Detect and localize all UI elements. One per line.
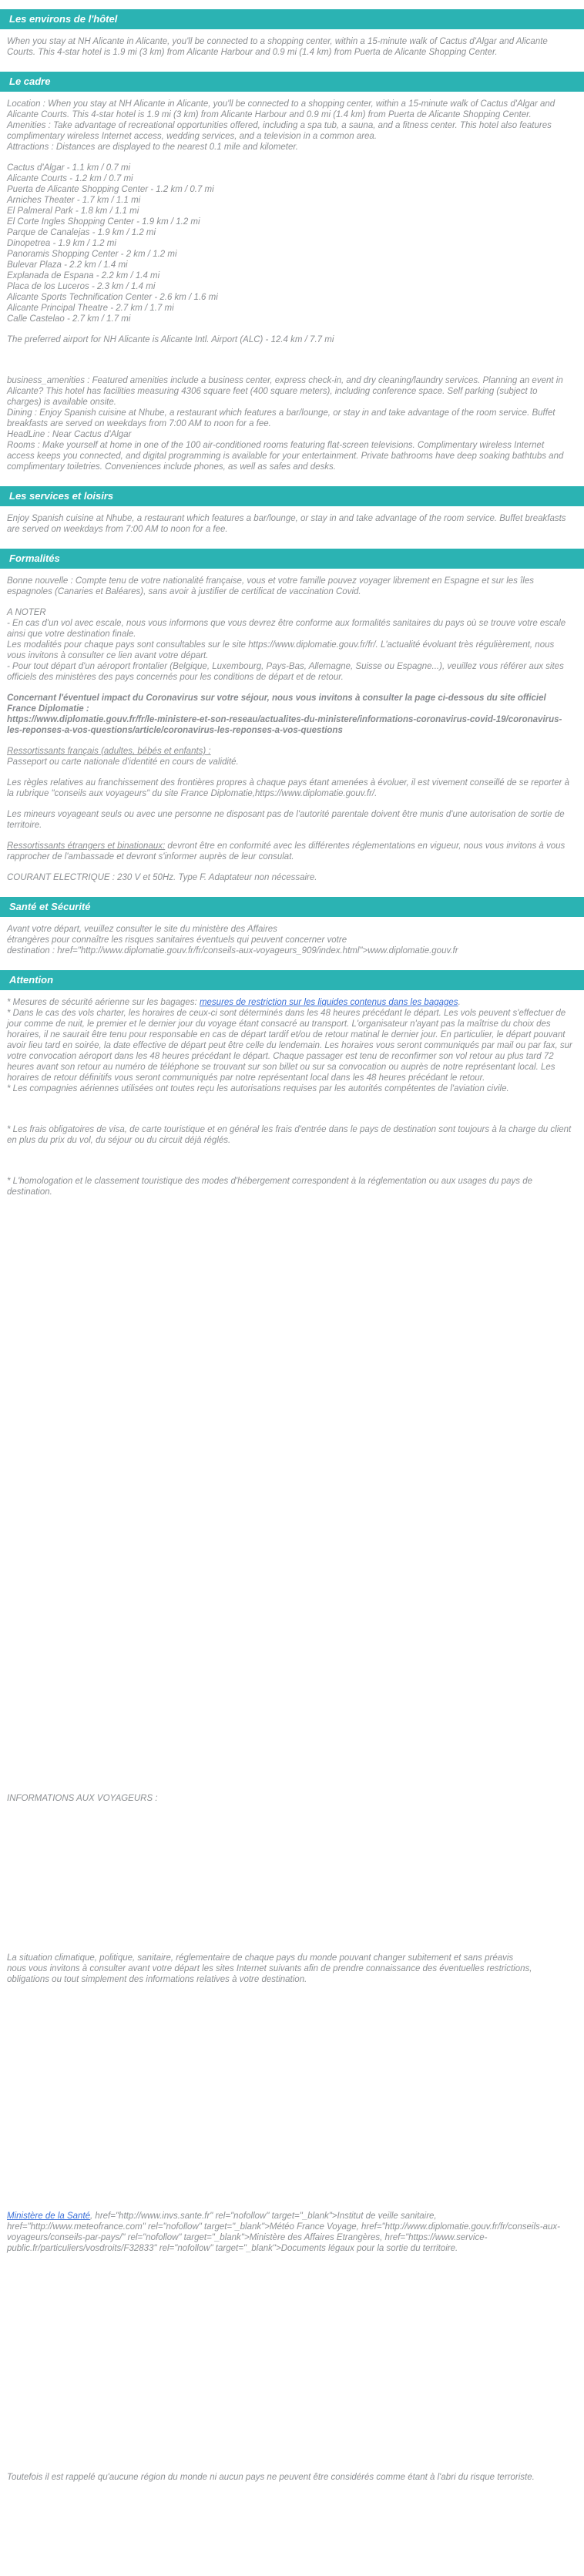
section-title-setting: Le cadre [0, 72, 584, 92]
formalities-note-3: - Pour tout départ d'un aéroport frontalier (Belgique, Luxembourg, Pays-Bas, Allemagne, Suisse ou Espagne...), veuillez vous référer aux sites officiels des ministères des pays concernés pour les conditions de départ et de retour. [7, 662, 564, 682]
distance-item: El Palmeral Park - 1.8 km / 1.1 mi [7, 207, 139, 216]
surroundings-paragraph: When you stay at NH Alicante in Alicante, you'll be connected to a shopping center, within a 15-minute walk of Cactus d'Algar and Alicante Courts. This 4-star hotel is 1.9 mi (3 km) from Alicante Harbour and 0.9 mi (1.4 km) from Puerta de Alicante Shopping Center. [7, 37, 548, 57]
section-title-health-safety: Santé et Sécurité [0, 897, 584, 917]
spacer [7, 355, 573, 375]
official-sites-text: , href="http://www.invs.sante.fr" rel="nofollow" target="_blank">Institut de veille sanitaire, href="http://www.meteofrance.com" rel="nofollow" target="_blank">Météo France Voyage, href="http://www.diplomatie.gouv.fr/fr/conseils-aux-voyageurs/conseils-par-pays/" rel="nofollow" target="_blank">Ministère des Affaires Etrangères, href="https://www.service-public.fr/particuliers/vosdroits/F32833" rel="nofollow" target="_blank">Documents légaux pour la sortie du territoire. [7, 2212, 560, 2253]
liquids-restriction-link[interactable]: mesures de restriction sur les liquides contenus dans les bagages [199, 998, 458, 1007]
formalities-covid-block [7, 693, 573, 736]
section-formalities [0, 549, 584, 883]
formalities-fr-nationals-body: Passeport ou carte nationale d'identité en cours de validité. [7, 757, 239, 767]
services-paragraph: Enjoy Spanish cuisine at Nhube, a restaurant which features a bar/lounge, or stay in and take advantage of the room service. Buffet breakfasts are served on weekdays from 7:00 AM to noon for a fee. [7, 514, 566, 534]
attention-baggage-suffix: . [458, 998, 461, 1007]
formalities-fr-nationals-block [7, 746, 573, 767]
setting-rooms-paragraph: Rooms : Make yourself at home in one of the 100 air-conditioned rooms featuring flat-screen televisions. Complimentary wireless Internet access keeps you connected, and digital programming is available for your entertainment. Private bathrooms have deep soaking bathtubs and complimentary toiletries. Conveniences include phones, as well as safes and desks. [7, 441, 564, 472]
distance-item: Calle Castelao - 2.7 km / 1.7 mi [7, 314, 131, 324]
attention-flights-block [7, 997, 573, 1094]
attention-classification-paragraph: * L'homologation et le classement touristique des modes d'hébergement correspondent à la réglementation ou aux usages du pays de destination. [7, 1177, 533, 1197]
attention-airlines-paragraph: * Les compagnies aériennes utilisées ont toutes reçu les autorisations requises par les autorités compétentes de l'aviation civile. [7, 1084, 509, 1093]
formalities-minors: Les mineurs voyageant seuls ou avec une personne ne disposant pas de l'autorité parentale doivent être munis d'une autorisation de sortie de territoire. [7, 810, 565, 830]
terrorism-notice-paragraph: Toutefois il est rappelé qu'aucune région du monde ni aucun pays ne peuvent être considérés comme étant à l'abri du risque terroriste. [7, 2473, 535, 2482]
spacer [7, 1156, 573, 1176]
health-line-1: Avant votre départ, veuillez consulter le site du ministère des Affaires [7, 925, 277, 934]
formalities-border-rules: Les règles relatives au franchissement des frontières propres à chaque pays étant amenées à évoluer, il est vivement conseillé de se reporter à la rubrique "conseils aux voyageurs" du site France Diplomatie,https://www.diplomatie.gouv.fr/. [7, 778, 570, 798]
distances-list [7, 163, 573, 324]
spacer [7, 1814, 573, 1953]
setting-amenities-block [7, 375, 573, 472]
formalities-note-2: Les modalités pour chaque pays sont consultables sur le site https://www.diplomatie.gouv.fr/fr/. L'actualité évoluant très régulièrement, nous vous invitons à consulter ce lien avant votre départ. [7, 640, 555, 660]
formalities-content [0, 576, 584, 883]
setting-dining-paragraph: Dining : Enjoy Spanish cuisine at Nhube, a restaurant which features a bar/lounge, or stay in and take advantage of the room service. Buffet breakfasts are served on weekdays from 7:00 AM to noon for a fee. [7, 408, 555, 428]
section-setting [0, 72, 584, 472]
setting-business-amenities: business_amenities : Featured amenities include a business center, express check-in, and dry cleaning/laundry services. Planning an event in Alicante? This hotel has facilities measuring 4306 square feet (400 square meters), including conference space. Self parking (subject to charges) is available onsite. [7, 376, 563, 407]
setting-content [0, 99, 584, 472]
section-surroundings [0, 9, 584, 58]
health-safety-content [0, 924, 584, 956]
spacer [7, 1995, 573, 2211]
section-attention [0, 970, 584, 2483]
formalities-foreign-nationals [7, 841, 573, 862]
attention-visa-fees-paragraph: * Les frais obligatoires de visa, de carte touristique et en général les frais d'entrée dans le pays de destination sont toujours à la charge du client en plus du prix du vol, du séjour ou du circuit déjà réglés. [7, 1125, 572, 1145]
formalities-foreign-heading: Ressortissants étrangers et binationaux: [7, 841, 166, 851]
formalities-electric-current: COURANT ELECTRIQUE : 230 V et 50Hz. Type F. Adaptateur non nécessaire. [7, 873, 317, 882]
health-line-2: étrangères pour connaître les risques sanitaires éventuels qui peuvent concerner votre [7, 935, 347, 945]
spacer [7, 1207, 573, 1793]
official-sites-paragraph [7, 2211, 573, 2254]
section-title-surroundings: Les environs de l'hôtel [0, 9, 584, 29]
attention-baggage-paragraph [7, 997, 573, 1008]
formalities-fr-nationals-heading: Ressortissants français (adultes, bébés et enfants) : [7, 747, 211, 756]
health-line-3: destination : href="http://www.diplomatie.gouv.fr/fr/conseils-aux-voyageurs_909/index.html">www.diplomatie.gouv.fr [7, 946, 458, 956]
formalities-good-news: Bonne nouvelle : Compte tenu de votre nationalité française, vous et votre famille pouvez voyager librement en Espagne et sur les îles espagnoles (Canaries et Baléares), sans avoir à justifier de certificat de vaccination Covid. [7, 576, 535, 596]
distance-item: Explanada de Espana - 2.2 km / 1.4 mi [7, 271, 160, 280]
distance-item: Alicante Courts - 1.2 km / 0.7 mi [7, 174, 133, 183]
distance-item: Alicante Principal Theatre - 2.7 km / 1.7 mi [7, 304, 174, 313]
formalities-covid-intro: Concernant l'éventuel impact du Coronavirus sur votre séjour, nous vous invitons à consulter la page ci-dessous du site officiel France Diplomatie : [7, 694, 546, 714]
setting-airport-paragraph: The preferred airport for NH Alicante is Alicante Intl. Airport (ALC) - 12.4 km / 7.7 mi [7, 335, 334, 344]
spacer [7, 2264, 573, 2472]
formalities-note-heading: A NOTER [7, 608, 46, 617]
setting-intro-block [7, 99, 573, 153]
health-ministry-link[interactable]: Ministère de la Santé [7, 2212, 91, 2221]
travellers-info-line-2: nous vous invitons à consulter avant votre départ les sites Internet suivants afin de prendre connaissance des éventuelles restrictions, obligations ou tout simplement des informations relatives à votre destination. [7, 1964, 532, 1984]
distance-item: Panoramis Shopping Center - 2 km / 1.2 mi [7, 250, 177, 259]
distance-item: Dinopetrea - 1.9 km / 1.2 mi [7, 239, 116, 248]
services-content [0, 513, 584, 535]
travellers-info-line-1: La situation climatique, politique, sanitaire, réglementaire de chaque pays du monde pouvant changer subitement et sans préavis [7, 1953, 514, 1963]
setting-amenities-paragraph: Amenities : Take advantage of recreational opportunities offered, including a spa tub, a sauna, and a fitness center. This hotel also features complimentary wireless Internet access, wedding services, and a television in a common area. [7, 121, 552, 141]
attention-charter-paragraph: * Dans le cas des vols charter, les horaires de ceux-ci sont déterminés dans les 48 heures précédant le départ. Les vols peuvent s'effectuer de jour comme de nuit, le premier et le dernier jour du voyage étant consacré au transport. L'organisateur n'ayant pas la maîtrise du choix des horaires, il ne saurait être tenu pour responsable en cas de départ tardif et/ou de retour matinal le dernier jour. En particulier, le départ pouvant avoir lieu tard en soirée, la date effective de départ peut être celle du lendemain. Les horaires vous seront communiqués par mail ou par fax, sur votre convocation aéroport dans les 48 heures précédant le départ. Chaque passager est tenu de reconfirmer son vol retour au plus tard 72 heures avant son retour au numéro de téléphone se trouvant sur son billet ou sur sa convocation ou auprès de notre représentant local. Les horaires de retour définitifs vous seront communiqués par notre représentant local dans les 48 heures précédant le retour. [7, 1009, 572, 1083]
attention-content [0, 997, 584, 2483]
surroundings-content [0, 36, 584, 58]
formalities-note-block [7, 607, 573, 683]
distance-item: Cactus d'Algar - 1.1 km / 0.7 mi [7, 163, 131, 173]
distance-item: Bulevar Plaza - 2.2 km / 1.4 mi [7, 260, 128, 270]
attention-baggage-prefix: * Mesures de sécurité aérienne sur les bagages: [7, 998, 200, 1007]
setting-location-paragraph: Location : When you stay at NH Alicante in Alicante, you'll be connected to a shopping center, within a 15-minute walk of Cactus d'Algar and Alicante Courts. This 4-star hotel is 1.9 mi (3 km) from Alicante Harbour and 0.9 mi (1.4 km) from Puerta de Alicante Shopping Center. [7, 99, 555, 119]
distance-item: Puerta de Alicante Shopping Center - 1.2 km / 0.7 mi [7, 185, 214, 194]
distance-item: El Corte Ingles Shopping Center - 1.9 km / 1.2 mi [7, 217, 200, 227]
distance-item: Parque de Canalejas - 1.9 km / 1.2 mi [7, 228, 156, 237]
section-title-attention: Attention [0, 970, 584, 990]
distance-item: Alicante Sports Technification Center - 2.6 km / 1.6 mi [7, 293, 218, 302]
travellers-info-block [7, 1953, 573, 1985]
distance-item: Placa de los Luceros - 2.3 km / 1.4 mi [7, 282, 156, 291]
formalities-covid-url: https://www.diplomatie.gouv.fr/fr/le-ministere-et-son-reseau/actualites-du-ministere/informations-coronavirus-covid-19/coronavirus-les-reponses-a-vos-questions/article/coronavirus-les-reponses-a-vos-questions [7, 715, 562, 735]
section-health-safety [0, 897, 584, 956]
formalities-foreign-body: devront être en conformité avec les différentes réglementations en vigueur, nous vous invitons à vous rapprocher de l'ambassade et devront s'informer auprès de leur consulat. [7, 841, 566, 861]
section-services [0, 486, 584, 535]
section-title-formalities: Formalités [0, 549, 584, 569]
distance-item: Arniches Theater - 1.7 km / 1.1 mi [7, 196, 141, 205]
setting-attractions-intro: Attractions : Distances are displayed to the nearest 0.1 mile and kilometer. [7, 143, 298, 152]
spacer [7, 1104, 573, 1124]
travellers-info-heading: INFORMATIONS AUX VOYAGEURS : [7, 1794, 158, 1803]
section-title-services: Les services et loisirs [0, 486, 584, 506]
formalities-note-1: - En cas d'un vol avec escale, nous vous informons que vous devrez être conforme aux formalités sanitaires du pays où se trouve votre escale ainsi que votre destination finale. [7, 619, 566, 639]
setting-headline-paragraph: HeadLine : Near Cactus d'Algar [7, 430, 132, 439]
